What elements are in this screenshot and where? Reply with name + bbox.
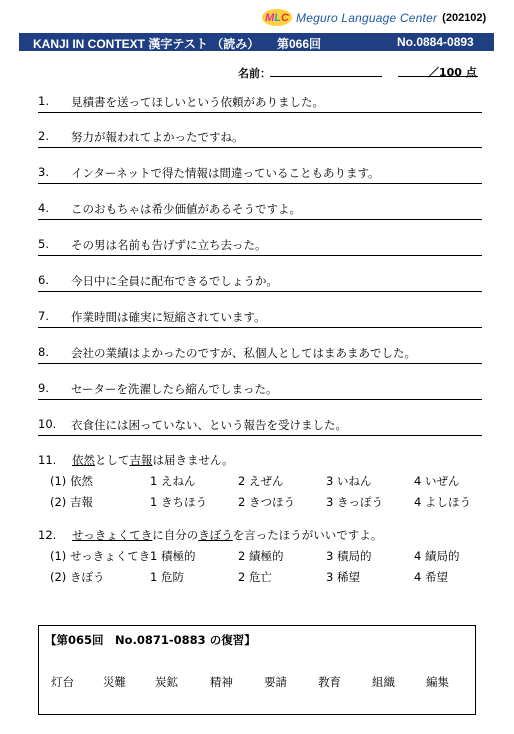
target-word: きぼう (198, 528, 233, 542)
test-title: KANJI IN CONTEXT 漢字テスト （読み） (33, 37, 260, 51)
review-word: 編集 (426, 675, 449, 689)
name-label: 名前： (238, 67, 271, 80)
choice-option[interactable]: 1 えねん (150, 474, 196, 488)
center-code: (202102) (442, 11, 487, 24)
choice-option[interactable]: 3 いねん (326, 474, 372, 488)
question-7: 7. 作業時間は確実に短縮されています。 (38, 307, 482, 328)
choice-option[interactable]: 4 績局的 (414, 549, 460, 563)
choice-option[interactable]: 3 稀望 (326, 570, 360, 584)
review-word-list (51, 674, 449, 690)
review-word: 組織 (372, 675, 395, 689)
question-10: 10. 衣食住には困っていない、という報告を受けました。 (38, 415, 482, 436)
question-11: 11. 依然として吉報は届きません。 (38, 453, 234, 467)
review-word: 炭鉱 (155, 675, 178, 689)
center-name: Meguro Language Center (296, 10, 438, 25)
choice-option[interactable]: 4 いぜん (414, 474, 460, 488)
review-word: 災難 (103, 675, 126, 689)
question-3: 3. インターネットで得た情報は間違っていることもあります。 (38, 163, 482, 184)
question-8: 8. 会社の業績はよかったのですが、私個人としてはまあまあでした。 (38, 343, 482, 364)
choice-option[interactable]: 2 えぜん (238, 474, 284, 488)
score-label: ／100 点 (428, 66, 477, 79)
choice-option[interactable]: 4 希望 (414, 570, 448, 584)
question-1: 1. 見積書を送ってほしいという依頼がありました。 (38, 92, 482, 113)
review-word: 灯台 (51, 675, 74, 689)
review-box (38, 625, 476, 715)
name-field-line[interactable] (270, 76, 382, 77)
test-number: 第066回 (277, 37, 322, 51)
test-range: No.0884-0893 (397, 35, 474, 49)
choice-option[interactable]: 2 きつほう (238, 495, 295, 509)
choice-option[interactable]: 3 きっぽう (326, 495, 383, 509)
choice-option[interactable]: 1 積極的 (150, 549, 196, 563)
target-word: 依然 (71, 453, 95, 467)
question-5: 5. その男は名前も告げずに立ち去った。 (38, 235, 482, 256)
question-4: 4. このおもちゃは希少価値があるそうですよ。 (38, 199, 482, 220)
review-word: 教育 (318, 675, 341, 689)
choice-option[interactable]: 2 危亡 (238, 570, 272, 584)
target-word: せっきょくてき (71, 528, 153, 542)
header-brand (262, 9, 486, 26)
question-12: 12. せっきょくてきに自分のきぼうを言ったほうがいいですよ。 (38, 528, 383, 542)
choice-option[interactable]: 1 きちほう (150, 495, 207, 509)
question-6: 6. 今日中に全員に配布できるでしょうか。 (38, 271, 482, 292)
mlc-logo: M L C (262, 9, 292, 26)
review-title: 【第065回 No.0871-0883 の復習】 (45, 633, 256, 647)
question-2: 2. 努力が報われてよかったですね。 (38, 127, 482, 148)
choice-option[interactable]: 1 危防 (150, 570, 184, 584)
choice-option[interactable]: 4 よしほう (414, 495, 471, 509)
target-word: 吉報 (129, 453, 153, 467)
review-word: 要請 (264, 675, 287, 689)
choice-option[interactable]: 3 積局的 (326, 549, 372, 563)
question-9: 9. セーターを洗濯したら縮んでしまった。 (38, 379, 482, 400)
review-word: 精神 (210, 675, 233, 689)
choice-option[interactable]: 2 績極的 (238, 549, 284, 563)
title-bar (19, 33, 494, 51)
